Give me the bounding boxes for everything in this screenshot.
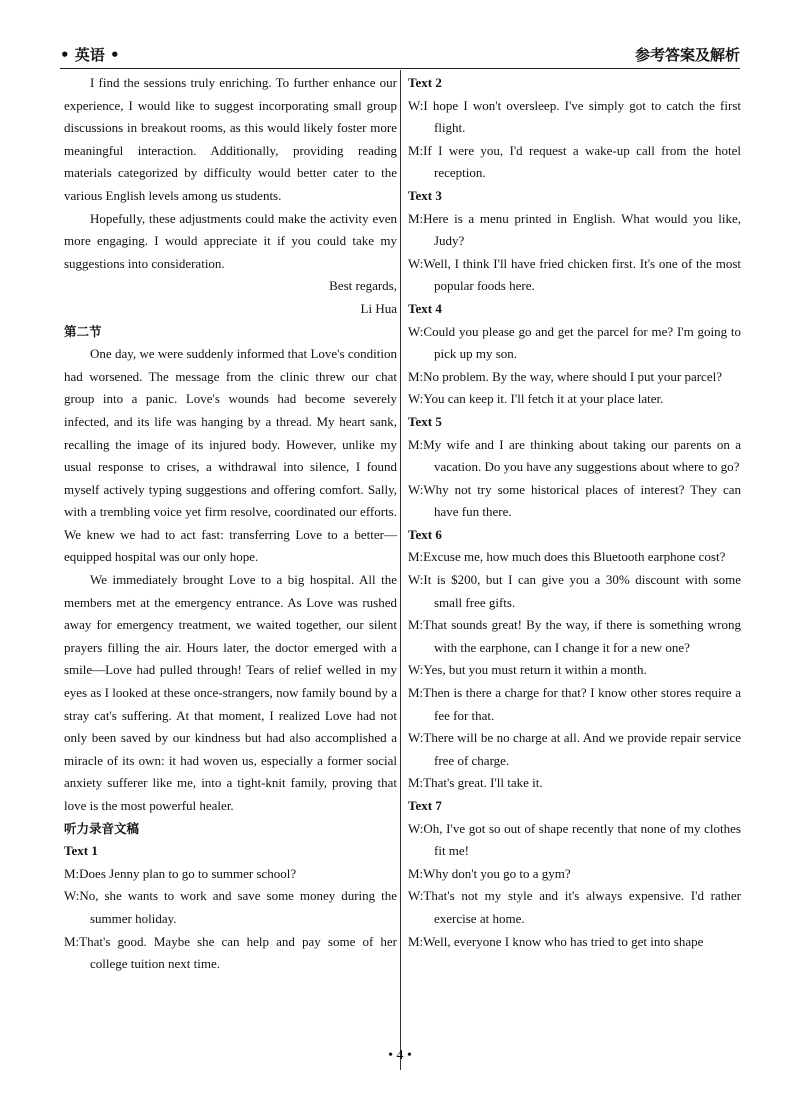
right-column <box>408 72 741 953</box>
dialogue-line: M:Excuse me, how much does this Bluetooth earphone cost? <box>408 549 726 565</box>
dialogue-line: W:I hope I won't oversleep. I've simply got to catch the first flight. <box>408 97 741 136</box>
dialogue-line: W:Oh, I've got so out of shape recently that none of my clothes fit me! <box>408 820 741 859</box>
dialogue-line: M:Well, everyone I know who has tried to get into shape <box>408 933 704 949</box>
dialogue-line: W:Why not try some historical places of interest? They can have fun there. <box>408 481 741 520</box>
dialogue-line: W:It is $200, but I can give you a 30% discount with some small free gifts. <box>408 572 741 610</box>
transcript-heading: 听力录音文稿 <box>64 820 140 836</box>
section-title: 参考答案及解析 <box>634 46 740 64</box>
text-title: Text 3 <box>408 187 442 203</box>
story-paragraph: We immediately brought Love to a big hospital. All the members met at the emergency entrance. As Love was rushed away for emergency treatment, we waited together, our silent prayers filling the air. Hours later, the doctor emerged with a smile—Love had pulled through! Tears of relief welled in my eyes as I looked at these once-strangers, now family bound by a stray cat's suffering. At that moment, I realized Love had not only been saved by our kindness but had also accomplished a miracle of its own: it had woven us, especially a former social anxiety sufferer like me, into a tight-knit family, proving that love is the most powerful healer. <box>64 572 397 813</box>
dialogue-line: W:Yes, but you must return it within a month. <box>408 662 647 678</box>
letter-paragraph: I find the sessions truly enriching. To further enhance our experience, I would like to suggest incorporating small group discussions in breakout rooms, as this would likely foster more meaningful interaction. Additionally, providing reading materials categorized by difficulty would better cater to the various English levels among us students. <box>64 75 397 203</box>
dialogue-line: M:If I were you, I'd request a wake-up call from the hotel reception. <box>408 142 741 181</box>
dialogue-line: M:My wife and I are thinking about taking our parents on a vacation. Do you have any suggestions about where to go? <box>408 436 741 475</box>
dialogue-line: M:No problem. By the way, where should I put your parcel? <box>408 368 722 384</box>
dialogue-line: W:There will be no charge at all. And we provide repair service free of charge. <box>408 730 741 768</box>
dialogue-line: M:Why don't you go to a gym? <box>408 865 571 881</box>
letter-paragraph: Hopefully, these adjustments could make the activity even more engaging. I would appreciate it if you could take my suggestions into consideration. <box>64 210 397 271</box>
text-title: Text 2 <box>408 75 442 90</box>
page-header <box>60 42 740 69</box>
dialogue-line: W:No, she wants to work and save some money during the summer holiday. <box>64 888 397 926</box>
dialogue-line: M:That sounds great! By the way, if there is something wrong with the earphone, can I change it for a new one? <box>408 617 741 655</box>
dialogue-line: M:Does Jenny plan to go to summer school? <box>64 865 297 881</box>
text-title: Text 7 <box>408 798 442 813</box>
dialogue-line: M:Then is there a charge for that? I know other stores require a fee for that. <box>408 685 741 723</box>
dialogue-line: M:That's good. Maybe she can help and pay some of her college tuition next time. <box>64 933 397 972</box>
column-divider <box>400 70 401 1070</box>
text-title: Text 6 <box>408 526 442 542</box>
dialogue-line: W:You can keep it. I'll fetch it at your place later. <box>408 391 664 407</box>
story-paragraph: One day, we were suddenly informed that Love's condition had worsened. The message from the clinic threw our chat group into a panic. Love's wounds had become severely infected, and its life was hanging by a thread. My heart sank, recalling the image of its injured body. However, unlike my usual response to crises, a withdrawal into silence, I found myself actively typing suggestions and offering comfort. Sally, with a trembling voice yet firm resolve, coordinated our efforts. We knew we had to act fast: transferring Love to a better—equipped hospital was our only hope. <box>64 346 397 565</box>
left-column <box>64 72 397 976</box>
dialogue-line: W:Could you please go and get the parcel for me? I'm going to pick up my son. <box>408 323 741 362</box>
dialogue-line: M:That's great. I'll take it. <box>408 775 543 791</box>
letter-closing: Best regards, <box>329 278 397 294</box>
page-number: • 4 • <box>388 1048 412 1063</box>
text-title: Text 4 <box>408 300 442 316</box>
dialogue-line: W:That's not my style and it's always expensive. I'd rather exercise at home. <box>408 888 741 926</box>
dialogue-line: W:Well, I think I'll have fried chicken first. It's one of the most popular foods here. <box>408 255 741 294</box>
section2-heading: 第二节 <box>64 323 102 339</box>
text-title: Text 1 <box>64 843 98 859</box>
dialogue-line: M:Here is a menu printed in English. What would you like, Judy? <box>408 210 741 249</box>
subject-label: • 英语 • <box>60 46 120 64</box>
text-title: Text 5 <box>408 413 442 429</box>
letter-signature: Li Hua <box>360 300 397 316</box>
